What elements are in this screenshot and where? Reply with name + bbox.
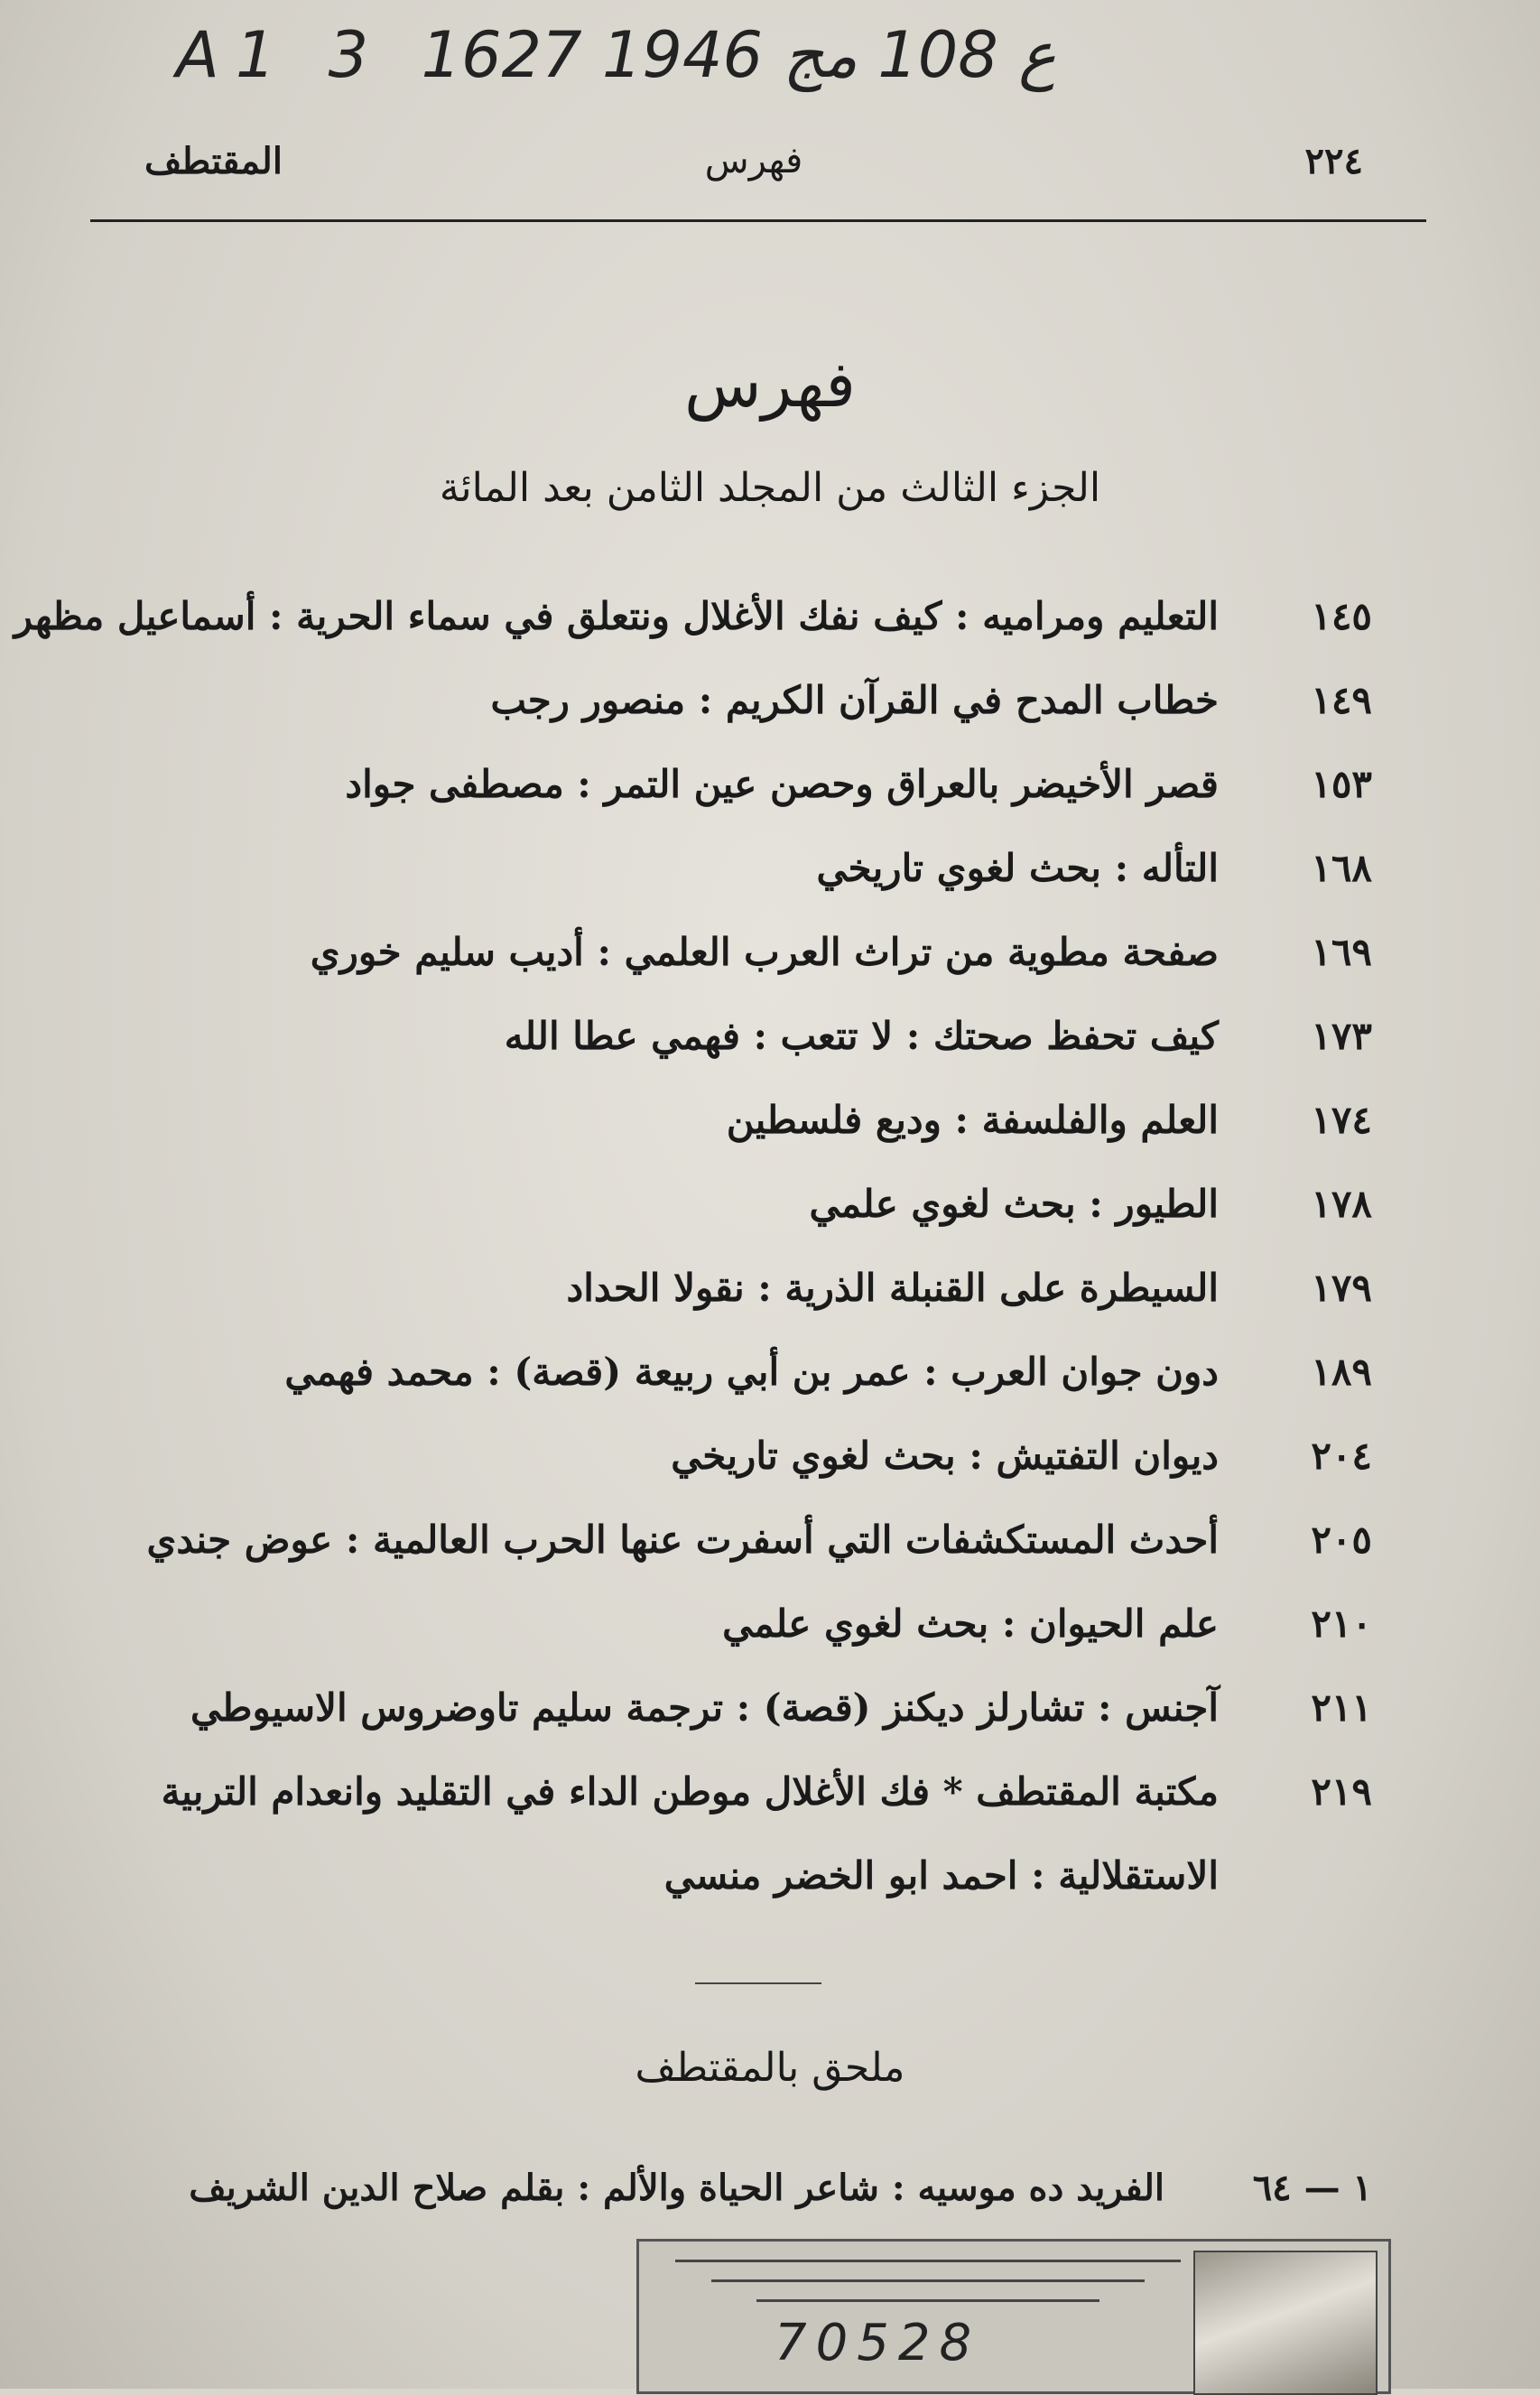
entry-page: ١٧٨ — [1311, 1182, 1372, 1226]
index-title: فهرس — [684, 348, 856, 422]
index-entries — [14, 587, 1372, 1930]
entry-page: ٢٠٥ — [1311, 1518, 1372, 1562]
index-entry — [14, 587, 1372, 671]
running-head — [144, 140, 1363, 194]
journal-name: المقتطف — [144, 140, 283, 182]
entry-title: ديوان التفتيش : بحث لغوي تاريخي — [671, 1434, 1219, 1478]
index-entry — [72, 671, 1372, 755]
entry-title: مكتبة المقتطف * فك الأغلال موطن الداء في التقليد وانعدام التربية — [161, 1769, 1219, 1814]
entry-title: علم الحيوان : بحث لغوي علمي — [722, 1601, 1219, 1646]
entry-page: ١٤٩ — [1311, 678, 1372, 722]
stamp-text-line — [756, 2299, 1099, 2302]
library-stamp — [636, 2239, 1391, 2394]
header-rule — [90, 219, 1426, 222]
entry-title: الطيور : بحث لغوي علمي — [809, 1182, 1219, 1226]
index-entry — [72, 923, 1372, 1007]
supplement-title: ملحق بالمقتطف — [635, 2045, 905, 2091]
page-number: ٢٢٤ — [1304, 140, 1363, 182]
index-entry — [72, 1091, 1372, 1174]
entry-page: ١٧٣ — [1311, 1014, 1372, 1058]
entry-title: السيطرة على القنبلة الذرية : نقولا الحداد — [566, 1266, 1219, 1310]
entry-page: ١٨٩ — [1311, 1350, 1372, 1394]
stamp-text-line — [711, 2279, 1145, 2282]
entry-title-continuation: الاستقلالية : احمد ابو الخضر منسي — [663, 1853, 1219, 1898]
index-entry — [72, 1594, 1372, 1678]
index-entry — [72, 755, 1372, 839]
entry-page: ٢١٠ — [1311, 1601, 1372, 1646]
entry-page: ١٧٤ — [1311, 1098, 1372, 1142]
entry-page: ١٤٥ — [1311, 594, 1372, 638]
index-subtitle: الجزء الثالث من المجلد الثامن بعد المائة — [439, 465, 1101, 511]
running-head-section: فهرس — [704, 140, 803, 181]
entry-title: التأله : بحث لغوي تاريخي — [816, 846, 1219, 890]
index-entry — [72, 1426, 1372, 1510]
stamp-text-line — [675, 2260, 1181, 2262]
supplement-pages: ١ — ٦٤ — [1252, 2167, 1372, 2209]
entry-title: أحدث المستكشفات التي أسفرت عنها الحرب العالمية : عوض جندي — [146, 1518, 1219, 1562]
index-entry — [72, 1007, 1372, 1091]
entry-title: صفحة مطوية من تراث العرب العلمي : أديب سليم خوري — [310, 930, 1219, 974]
index-entry — [72, 1762, 1372, 1846]
entry-title: العلم والفلسفة : وديع فلسطين — [726, 1098, 1219, 1142]
section-divider — [695, 1982, 821, 1984]
entry-page: ٢١٩ — [1311, 1769, 1372, 1814]
entry-title: كيف تحفظ صحتك : لا تتعب : فهمي عطا الله — [504, 1014, 1219, 1058]
entry-title: خطاب المدح في القرآن الكريم : منصور رجب — [490, 678, 1219, 722]
index-entry — [72, 1510, 1372, 1594]
index-entry — [72, 839, 1372, 923]
entry-title: آجنس : تشارلز ديكنز (قصة) : ترجمة سليم تاوضروس الاسيوطي — [190, 1685, 1219, 1730]
index-entry — [72, 1258, 1372, 1342]
entry-title: التعليم ومراميه : كيف نفك الأغلال ونتعلق في سماء الحرية : أسماعيل مظهر — [14, 594, 1219, 638]
entry-title: قصر الأخيضر بالعراق وحصن عين التمر : مصطفى جواد — [345, 762, 1219, 806]
supplement-entry — [181, 2167, 1372, 2221]
stamp-photo — [1193, 2251, 1378, 2395]
entry-page: ٢١١ — [1311, 1685, 1372, 1730]
entry-page: ٢٠٤ — [1311, 1434, 1372, 1478]
supplement-entry-title: الفريد ده موسيه : شاعر الحياة والألم : بقلم صلاح الدين الشريف — [189, 2167, 1164, 2209]
entry-page: ١٦٩ — [1311, 930, 1372, 974]
stamp-accession-number: 70528 — [775, 2314, 981, 2372]
entry-page: ١٧٩ — [1311, 1266, 1372, 1310]
entry-page: ١٦٨ — [1311, 846, 1372, 890]
index-entry — [72, 1678, 1372, 1762]
index-entry — [72, 1174, 1372, 1258]
handwritten-call-number: A1 3 ع 108 مج 1946 1627 — [176, 18, 1056, 92]
index-entry — [72, 1342, 1372, 1426]
entry-title: دون جوان العرب : عمر بن أبي ربيعة (قصة) : محمد فهمي — [284, 1350, 1219, 1394]
entry-page: ١٥٣ — [1311, 762, 1372, 806]
index-entry-continuation — [72, 1846, 1372, 1930]
